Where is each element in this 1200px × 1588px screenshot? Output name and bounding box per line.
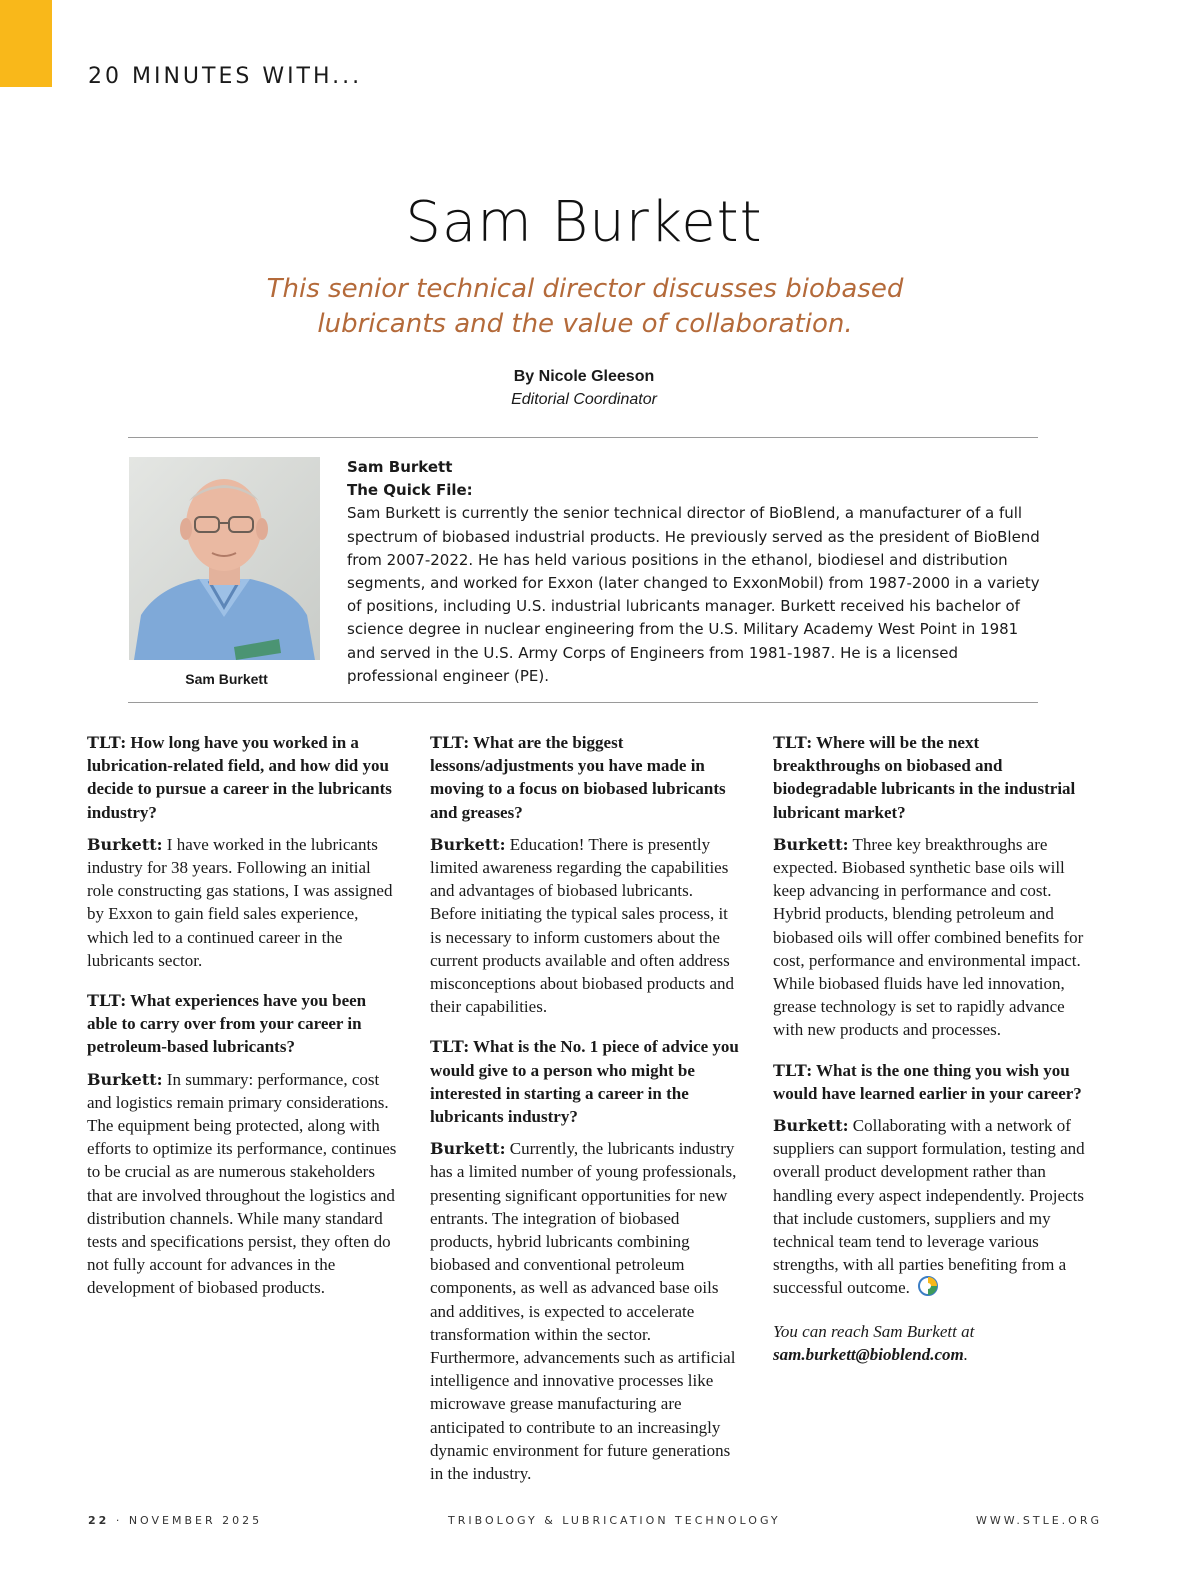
question (773, 1059, 1085, 1105)
column-2 (430, 731, 742, 1502)
question-text: What is the No. 1 piece of advice you would give to a person who might be interested in starting a career in the lubricants industry? (430, 1037, 739, 1127)
question (430, 1035, 742, 1128)
question-text: What experiences have you been able to carry over from your career in petroleum-based lubricants? (87, 991, 367, 1057)
answer-text: Three key breakthroughs are expected. Biobased synthetic base oils will keep advancing in performance and cost. Hybrid products, blending petroleum and biobased oils will offer combined benefits for cost, performance and environmental impact. While biobased fluids have led innovation, grease technology is set to rapidly advance with new products and processes. (773, 834, 1084, 1040)
portrait-illustration (129, 457, 320, 660)
answer-tag: Burkett: (87, 1069, 163, 1089)
section-label: 20 MINUTES WITH... (88, 64, 363, 89)
question-tag: TLT: (430, 733, 470, 752)
answer (87, 833, 399, 972)
question-tag: TLT: (773, 1060, 813, 1080)
contact-note (773, 1320, 1085, 1366)
column-1 (87, 731, 399, 1317)
question-text: Where will be the next breakthroughs on biobased and biodegradable lubricants in the industrial lubricant market? (773, 733, 1076, 822)
question (773, 731, 1085, 824)
question-text: What are the biggest lessons/adjustments you have made in moving to a focus on biobased lubricants and greases? (430, 733, 726, 822)
portrait-photo (129, 457, 320, 660)
page-title: Sam Burkett (405, 190, 763, 255)
answer (430, 833, 742, 1019)
contact-suffix: . (963, 1344, 969, 1364)
question-tag: TLT: (87, 991, 127, 1011)
answer (773, 833, 1085, 1042)
divider-top (128, 437, 1038, 438)
question (430, 731, 742, 824)
contact-email-link[interactable]: sam.burkett@bioblend.com (773, 1344, 964, 1364)
issue-date: NOVEMBER 2025 (128, 1514, 263, 1527)
byline-role: Editorial Coordinator (511, 391, 657, 408)
footer-separator: · (115, 1514, 123, 1527)
byline-author: By Nicole Gleeson (513, 368, 655, 385)
answer-text: In summary: performance, cost and logistics remain primary considerations. The equipment being protected, along with efforts to optimize its performance, continues to be crucial as are numerous stakeholders that are involved throughout the logistics and distribution channels. While many standard tests and specifications persist, they often do not fully account for advances in the development of biobased products. (87, 1069, 397, 1298)
answer-tag: Burkett: (87, 834, 163, 854)
question-tag: TLT: (773, 733, 813, 752)
answer-text: Currently, the lubricants industry has a limited number of young professionals, presenting significant opportunities for new entrants. The integration of biobased products, hybrid lubricants combining biobased and conventional petroleum components, as well as advanced base oils and additives, is expected to accelerate transformation within the sector. Furthermore, advancements such as artificial intelligence and innovative processes like microwave grease manufacturing are anticipated to contribute to an increasingly dynamic environment for future generations in the industry. (430, 1139, 737, 1484)
website-link[interactable]: WWW.STLE.ORG (976, 1514, 1102, 1527)
answer-tag: Burkett: (430, 834, 506, 854)
publication-name: TRIBOLOGY & LUBRICATION TECHNOLOGY (448, 1514, 781, 1527)
quick-file-bio: Sam Burkett is currently the senior technical director of BioBlend, a manufacturer of a full spectrum of biobased industrial products. He previously served as the president of BioBlend from 2007-2022. He has held various positions in the ethanol, biodiesel and distribution segments, and worked for Exxon (later changed to ExxonMobil) from 1987-2000 in a variety of positions, including U.S. industrial lubricants manager. Burkett received his bachelor of science degree in nuclear engineering from the U.S. Military Academy West Point in 1981 and served in the U.S. Army Corps of Engineers from 1981-1987. He is a licensed professional engineer (PE). (347, 504, 1040, 685)
answer-tag: Burkett: (773, 834, 849, 854)
answer-text: Collaborating with a network of suppliers can support formulation, testing and overall product development rather than handling every aspect independently. Projects that include customers, suppliers and my technical team tend to leverage various strengths, with all parties benefiting from a successful outcome. (773, 1116, 1085, 1298)
page-number: 22 (88, 1514, 110, 1527)
photo-caption: Sam Burkett (185, 671, 268, 687)
answer-text: I have worked in the lubricants industry for 38 years. Following an initial role constructing gas stations, I was assigned by Exxon to gain field sales experience, which led to a continued career in the lubricants sector. (87, 834, 393, 970)
accent-bar (0, 0, 52, 87)
quick-file-name: Sam Burkett (347, 458, 453, 476)
question (87, 731, 399, 824)
answer-tag: Burkett: (773, 1116, 849, 1136)
question (87, 989, 399, 1059)
answer (430, 1137, 742, 1485)
column-3 (773, 731, 1085, 1366)
answer-tag: Burkett: (430, 1139, 506, 1159)
quick-file-heading: The Quick File: (347, 481, 473, 500)
contact-prefix: You can reach Sam Burkett at (773, 1321, 975, 1341)
stle-end-mark-icon (918, 1276, 938, 1302)
answer (773, 1114, 1085, 1303)
article-subtitle: This senior technical director discusses biobased lubricants and the value of collaboration. (266, 274, 904, 339)
question-tag: TLT: (430, 1037, 470, 1057)
answer (87, 1068, 399, 1300)
answer-text: Education! There is presently limited awareness regarding the capabilities and advantages of biobased lubricants. Before initiating the typical sales process, it is necessary to inform customers about the current products available and often address misconceptions about biobased products and their capabilities. (430, 834, 735, 1017)
question-text: What is the one thing you wish you would have learned earlier in your career? (773, 1060, 1082, 1103)
quick-file (347, 456, 1047, 688)
question-tag: TLT: (87, 733, 127, 752)
footer-left (88, 1514, 262, 1527)
byline (0, 365, 1168, 411)
question-text: How long have you worked in a lubrication-related field, and how did you decide to pursue a career in the lubricants industry? (87, 733, 392, 822)
divider-bottom (128, 702, 1038, 703)
